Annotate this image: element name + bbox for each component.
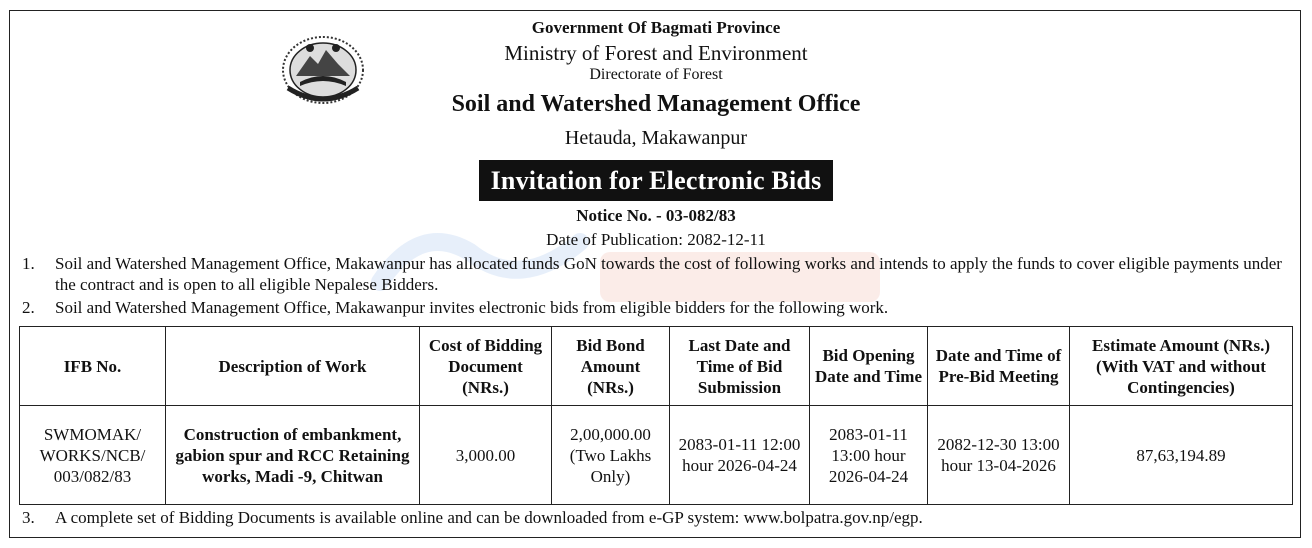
paragraph-number: 2.: [22, 298, 35, 317]
bid-bond-cell: 2,00,000.00 (Two Lakhs Only): [552, 406, 670, 505]
paragraph-text: A complete set of Bidding Documents is available online and can be downloaded from e-GP system: www.bolpatra.gov.np/egp.: [55, 508, 923, 527]
bid-opening-cell: 2083-01-11 13:00 hour 2026-04-24: [810, 406, 928, 505]
column-header: Last Date and Time of Bid Submission: [670, 327, 810, 406]
table-row: [20, 406, 1293, 505]
office-location: Hetauda, Makawanpur: [564, 127, 748, 149]
paragraph-text: Soil and Watershed Management Office, Makawanpur invites electronic bids from eligible bidders for the following work.: [55, 298, 889, 317]
paragraph-2: [22, 297, 1297, 319]
publication-date: Date of Publication: 2082-12-11: [546, 230, 766, 249]
ministry-name: Ministry of Forest and Environment: [504, 41, 808, 65]
prebid-meeting-cell: 2082-12-30 13:00 hour 13-04-2026: [928, 406, 1070, 505]
bids-table: [19, 326, 1293, 505]
table-header-row: [20, 327, 1293, 406]
paragraph-number: 1.: [22, 254, 35, 273]
column-header: Description of Work: [166, 327, 420, 406]
notice-number: Notice No. - 03-082/83: [576, 206, 736, 225]
paragraph-number: 3.: [22, 508, 35, 527]
column-header: Bid Bond Amount (NRs.): [552, 327, 670, 406]
estimate-amount-cell: 87,63,194.89: [1070, 406, 1293, 505]
submission-deadline-cell: 2083-01-11 12:00 hour 2026-04-24: [670, 406, 810, 505]
page-title: Invitation for Electronic Bids: [479, 160, 834, 201]
paragraph-text: Soil and Watershed Management Office, Makawanpur has allocated funds GoN towards the cost of following works and intends to apply the funds to cover eligible payments under the contract and is open to all eligible Nepalese Bidders.: [55, 254, 1282, 294]
document-cost-cell: 3,000.00: [420, 406, 552, 505]
office-name: Soil and Watershed Management Office: [451, 91, 861, 117]
column-header: Date and Time of Pre-Bid Meeting: [928, 327, 1070, 406]
description-cell: Construction of embankment, gabion spur and RCC Retaining works, Madi -9, Chitwan: [166, 406, 420, 505]
ifb-number-cell: SWMOMAK/ WORKS/NCB/ 003/082/83: [20, 406, 166, 505]
paragraph-1: [22, 253, 1297, 297]
column-header: Estimate Amount (NRs.) (With VAT and without Contingencies): [1070, 327, 1293, 406]
directorate-name: Directorate of Forest: [589, 66, 723, 83]
column-header: IFB No.: [20, 327, 166, 406]
column-header: Bid Opening Date and Time: [810, 327, 928, 406]
paragraph-3: [22, 507, 1297, 529]
column-header: Cost of Bidding Document (NRs.): [420, 327, 552, 406]
government-name: Government Of Bagmati Province: [531, 18, 781, 37]
